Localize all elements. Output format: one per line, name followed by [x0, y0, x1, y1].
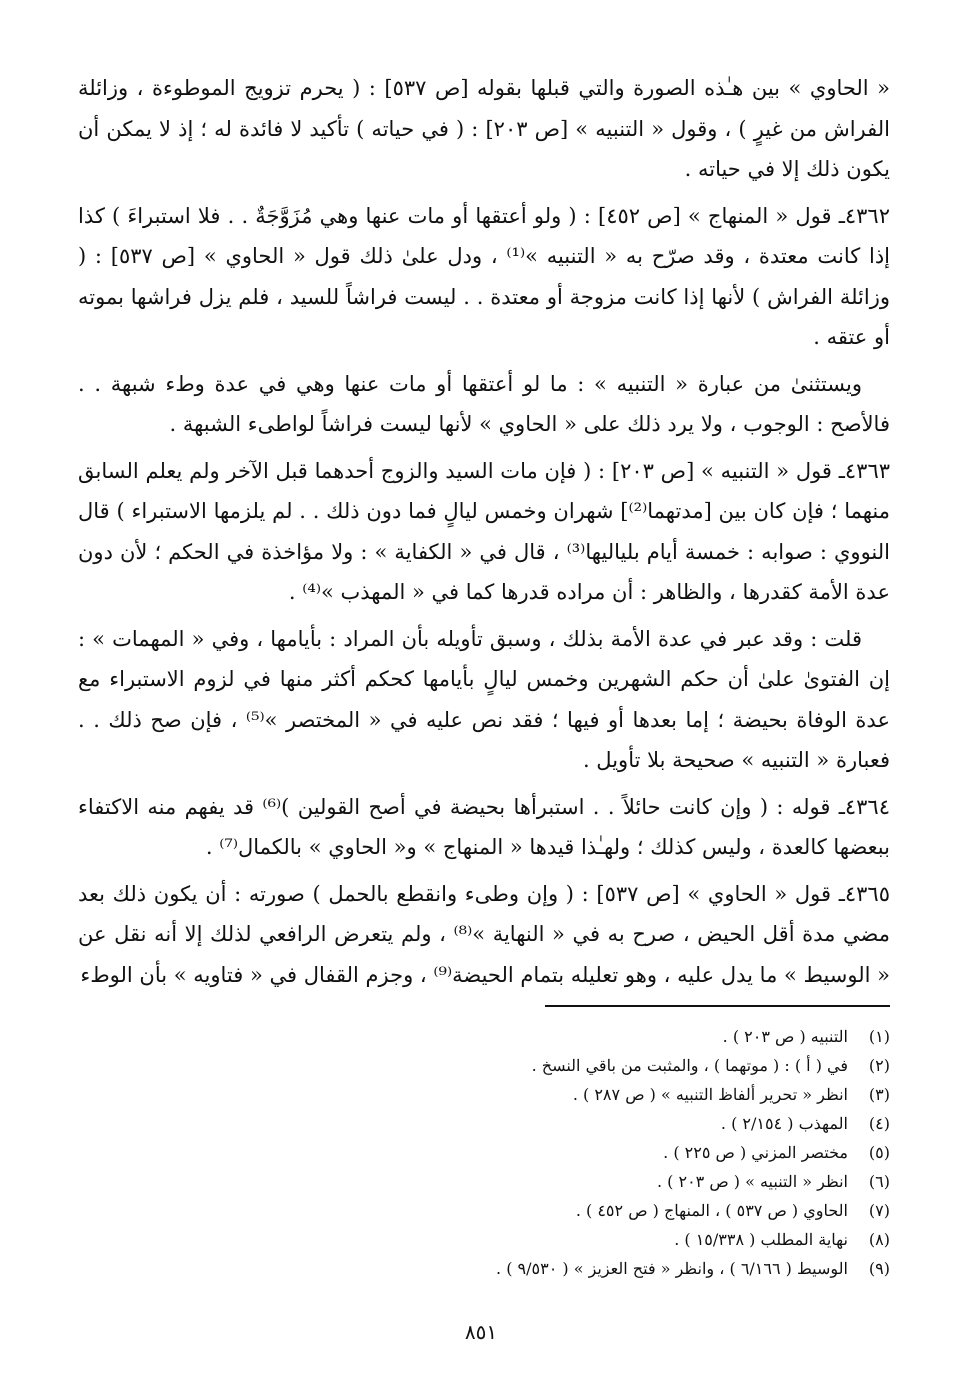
footnote	[78, 1051, 890, 1080]
paragraph-4365: ٤٣٦٥ـ قول « الحاوي » [ص ٥٣٧] : ( وإن وطىء وانقطع بالحمل ) صورته : أن يكون ذلك بعد مضي مدة أقل الحيض ، صرح به في « النهاية »⁽⁸⁾ ، ولم يتعرض الرافعي لذلك إلا أنه نقل عن « الوسيط » ما يدل عليه ، وهو تعليله بتمام الحيضة⁽⁹⁾ ، وجزم القفال في « فتاويه » بأن الوطء	[78, 881, 890, 987]
footnote	[78, 1196, 890, 1225]
footnote	[78, 1138, 890, 1167]
footnote-text: مختصر المزني ( ص ٢٢٥ ) .	[663, 1143, 848, 1162]
footnote-number: (٦)	[868, 1172, 890, 1191]
paragraph-4363: ٤٣٦٣ـ قول « التنبيه » [ص ٢٠٣] : ( فإن مات السيد والزوج أحدهما قبل الآخر ولم يعلم السابق منهما ؛ فإن كان بين [مدتهما⁽²⁾] شهران وخمس ليالٍ فما دون ذلك . . لم يلزمها الاستبراء ) قال النووي : صوابه : خمسة أيام بلياليها⁽³⁾ ، قال في « الكفاية » : ولا مؤاخذة في الحكم ؛ لأن دون عدة الأمة كقدرها ، والظاهر : أن مراده قدرها كما في « المهذب »⁽⁴⁾ .	[78, 458, 891, 604]
footnote-text: الحاوي ( ص ٥٣٧ ) ، المنهاج ( ص ٤٥٢ ) .	[575, 1201, 848, 1220]
footnote-text: المهذب ( ٢/١٥٤ ) .	[720, 1114, 848, 1133]
paragraph-4364: ٤٣٦٤ـ قوله : ( وإن كانت حائلاً . . استبرأها بحيضة في أصح القولين )⁽⁶⁾ قد يفهم منه الاكتفاء ببعضها كالعدة ، وليس كذلك ؛ ولهـٰذا قيدها « المنهاج » و« الحاوي » بالكمال⁽⁷⁾ .	[78, 794, 890, 859]
footnote-separator	[545, 1005, 890, 1007]
footnote-number: (٥)	[868, 1143, 890, 1162]
footnote-number: (٨)	[868, 1230, 890, 1249]
footnote	[78, 1225, 890, 1254]
footnote-text: انظر « تحرير ألفاظ التنبيه » ( ص ٢٨٧ ) .	[572, 1085, 848, 1104]
page-number: ٨٥١	[464, 1320, 498, 1344]
footnote	[78, 1022, 890, 1051]
footnote-number: (٢)	[868, 1056, 890, 1075]
main-text	[78, 68, 890, 1001]
footnote-number: (٣)	[868, 1085, 890, 1104]
footnote-text: انظر « التنبيه » ( ص ٢٠٣ ) .	[656, 1172, 848, 1191]
footnote-number: (٩)	[868, 1259, 890, 1278]
footnote-number: (٧)	[868, 1201, 890, 1220]
footnote-text: نهاية المطلب ( ١٥/٣٣٨ ) .	[674, 1230, 848, 1249]
paragraph-qultu: قلت : وقد عبر في عدة الأمة بذلك ، وسبق تأويله بأن المراد : بأيامها ، وفي « المهمات » : إن الفتوىٰ علىٰ أن حكم الشهرين وخمس ليالٍ بأيامها كحكم أكثر منها في لزوم الاستبراء مع عدة الوفاة بحيضة ؛ إما بعدها أو فيها ؛ فقد نص عليه في « المختصر »⁽⁵⁾ ، فإن صح ذلك . . فعبارة « التنبيه » صحيحة بلا تأويل .	[78, 626, 890, 772]
footnote	[78, 1080, 890, 1109]
footnote	[78, 1167, 890, 1196]
footnote-text: الوسيط ( ٦/١٦٦ ) ، وانظر « فتح العزيز » ( ٩/٥٣٠ ) .	[496, 1259, 848, 1278]
footnote	[78, 1254, 890, 1283]
footnote	[78, 1109, 890, 1138]
paragraph-4362: ٤٣٦٢ـ قول « المنهاج » [ص ٤٥٢] : ( ولو أعتقها أو مات عنها وهي مُزَوَّجَةٌ . . فلا استبراءَ ) كذا إذا كانت معتدة ، وقد صرّح به « التنبيه »⁽¹⁾ ، ودل علىٰ ذلك قول « الحاوي » [ص ٥٣٧] : ( وزائلة الفراش ) لأنها إذا كانت مزوجة أو معتدة . . ليست فراشاً للسيد ، فلم يزل فراشها بموته أو عتقه .	[78, 203, 891, 349]
footnote-number: (٤)	[868, 1114, 890, 1133]
paragraph-exception: ويستثنىٰ من عبارة « التنبيه » : ما لو أعتقها أو مات عنها وهي في عدة وطء شبهة . . فالأصح : الوجوب ، ولا يرد ذلك على « الحاوي » لأنها ليست فراشاً لواطىء الشبهة .	[78, 371, 890, 436]
footnote-number: (١)	[868, 1027, 890, 1046]
footnote-text: في ( أ ) : ( موتهما ) ، والمثبت من باقي النسخ .	[531, 1056, 848, 1075]
paragraph-continuation: « الحاوي » بين هـٰذه الصورة والتي قبلها بقوله [ص ٥٣٧] : ( يحرم تزويج الموطوءة ، وزائلة الفراش من غيرٍ ) ، وقول « التنبيه » [ص ٢٠٣] : ( في حياته ) تأكيد لا فائدة له ؛ إذ لا يمكن أن يكون ذلك إلا في حياته .	[78, 76, 891, 181]
footnote-text: التنبيه ( ص ٢٠٣ ) .	[722, 1027, 848, 1046]
footnotes-list	[78, 1022, 890, 1283]
